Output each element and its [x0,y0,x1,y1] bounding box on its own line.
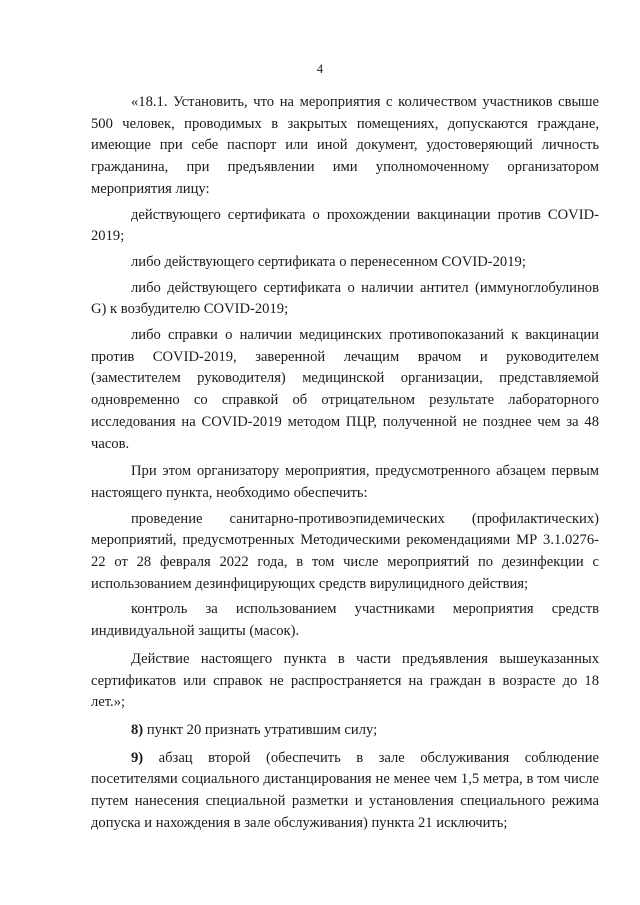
paragraph-medical-exemption: либо справки о наличии медицинских противопоказаний к вакцинации против COVID-2019, заверенной лечащим врачом и руководителем (заместителем руководителя) медицинской организации, представляемой одновременно со справкой об отрицательном результате лабораторного исследования на COVID-2019 методом ПЦР, полученной не позднее чем за 48 часов. [91,327,599,452]
item-9-number: 9) [131,749,144,766]
item-9-text: абзац второй (обеспечить в зале обслуживания соблюдение посетителями социального дистанцирования не менее чем 1,5 метра, в том числе путем нанесения специальной разметки и установления специального режима допуска и нахождения в зале обслуживания) пункта 21 исключить; [91,749,599,831]
paragraph-disinfection: проведение санитарно-противоэпидемических (профилактических) мероприятий, предусмотренных Методическими рекомендациями МР 3.1.0276-22 от 28 февраля 2022 года, в том числе мероприятий по дезинфекции с использованием дезинфицирующих средств вирулицидного действия; [91,510,599,592]
paragraph-organizer-duties: При этом организатору мероприятия, предусмотренного абзацем первым настоящего пункта, необходимо обеспечить: [91,463,599,501]
page-number: 4 [316,62,324,76]
item-8-text: пункт 20 признать утратившим силу; [143,721,378,738]
paragraph-recovered-certificate: либо действующего сертификата о перенесенном COVID-2019; [131,253,526,270]
paragraph-antibody-certificate: либо действующего сертификата о наличии антител (иммуноглобулинов G) к возбудителю COVID-2019; [91,279,599,318]
document-body [91,92,599,839]
item-8-number: 8) [131,721,144,738]
paragraph-item-8 [91,720,599,742]
paragraph-masks-control: контроль за использованием участниками мероприятия средств индивидуальной защиты (масок). [91,601,599,640]
paragraph-item-9 [91,748,599,835]
paragraph-clause-18-1: «18.1. Установить, что на мероприятия с количеством участников свыше 500 человек, проводимых в закрытых помещениях, допускаются граждане, имеющие при себе паспорт или иной документ, удостоверяющий личность гражданина, при предъявлении ими уполномоченному организатором мероприятия лицу: [91,94,599,197]
paragraph-age-exception: Действие настоящего пункта в части предъявления вышеуказанных сертификатов или справок не распространяется на граждан в возрасте до 18 лет.»; [91,650,599,711]
paragraph-vaccination-certificate: действующего сертификата о прохождении вакцинации против COVID-2019; [91,206,599,245]
